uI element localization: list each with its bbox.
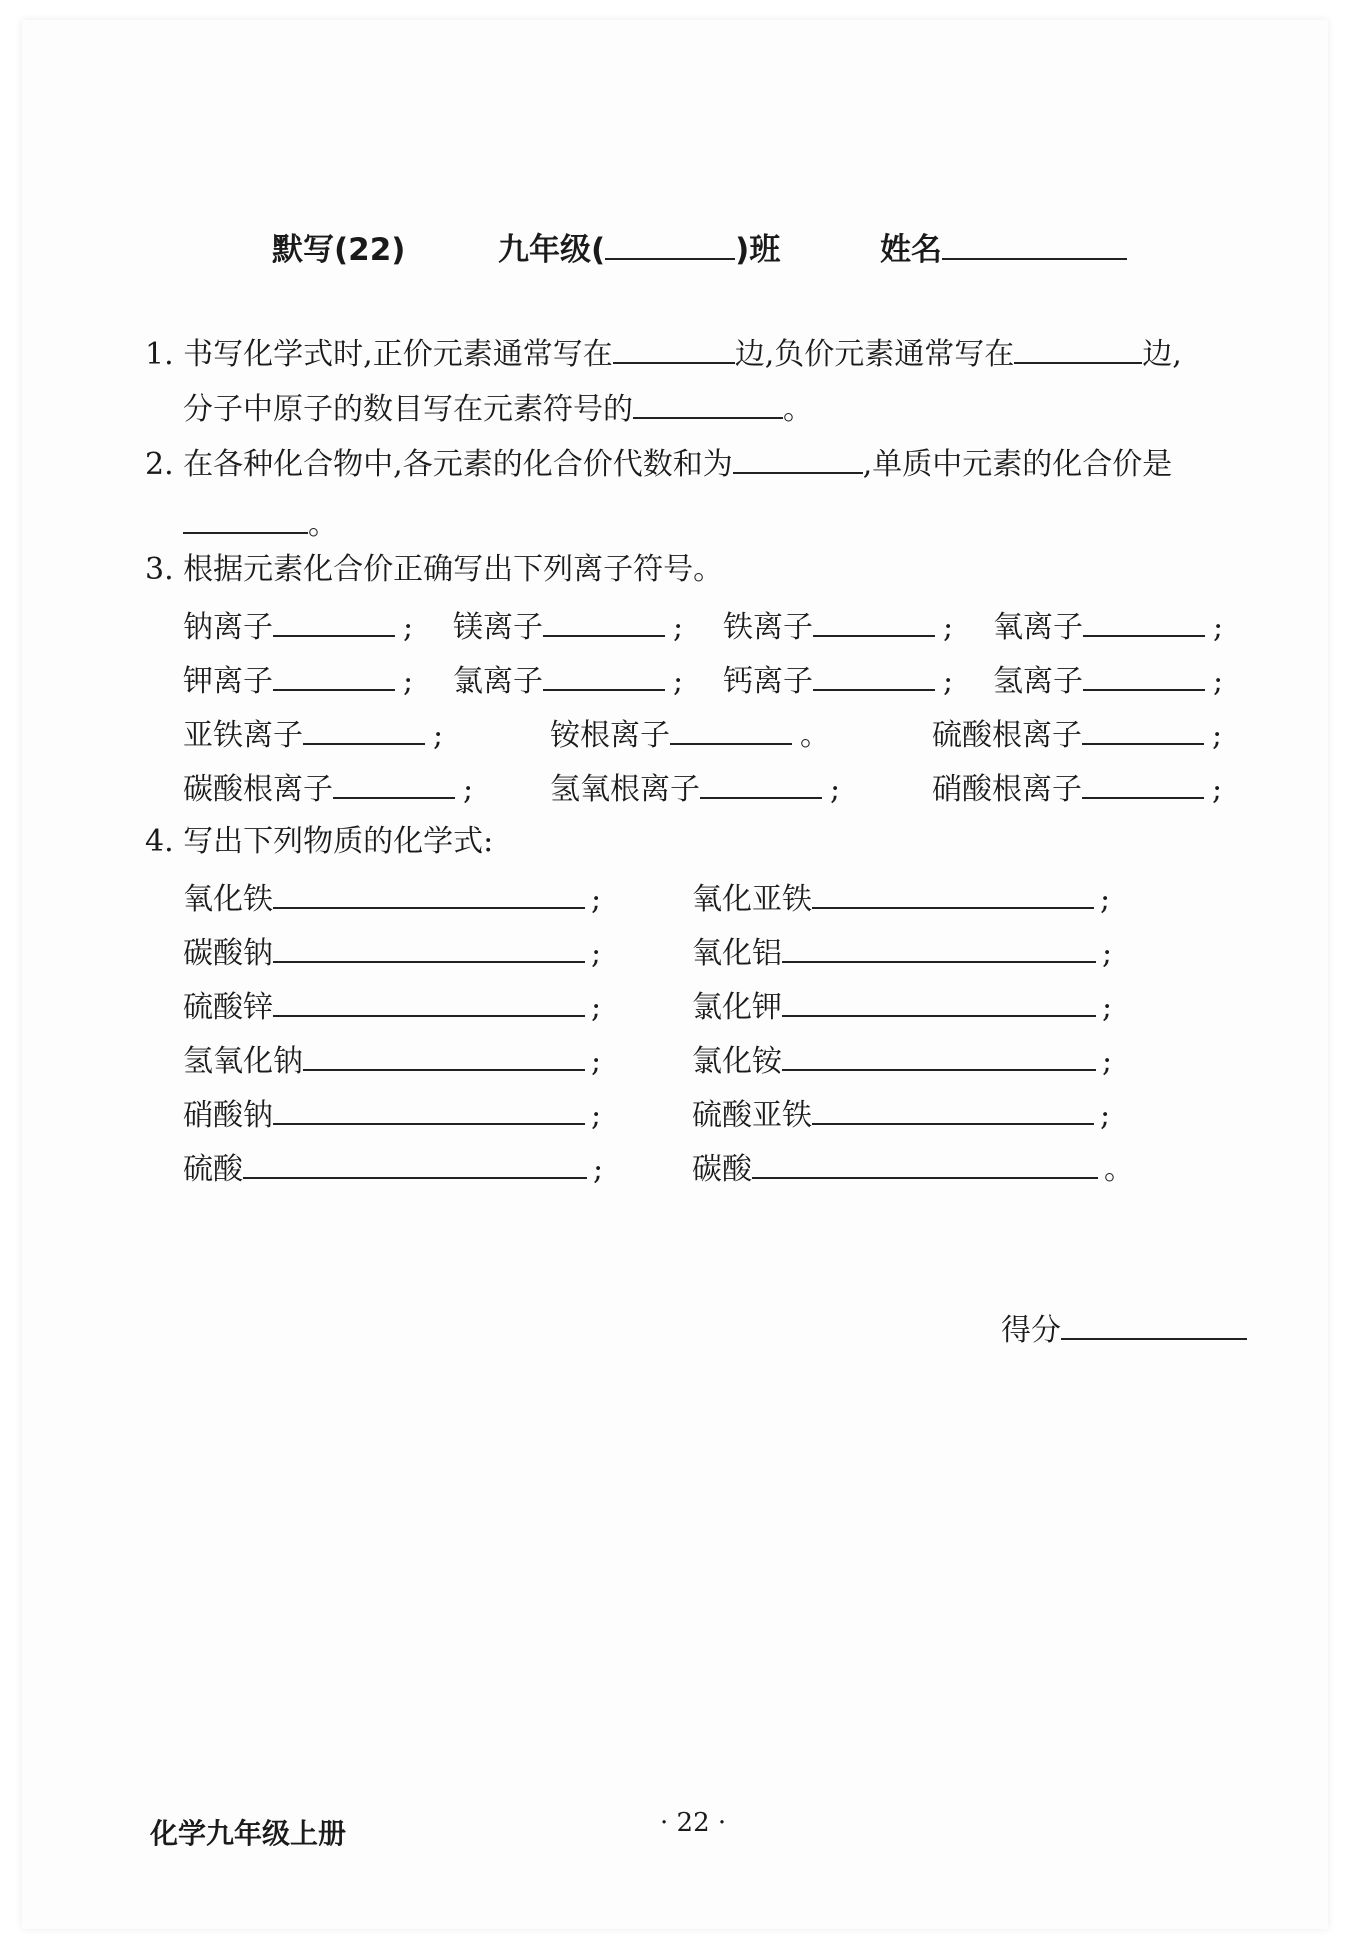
- compound-label: 碳酸钠: [183, 936, 273, 971]
- ion-blank[interactable]: [1083, 661, 1205, 691]
- q1-blank-2[interactable]: [1014, 334, 1142, 364]
- name-blank[interactable]: [942, 230, 1127, 260]
- compound-label: 氢氧化钠: [183, 1044, 303, 1079]
- ion-blank[interactable]: [1082, 715, 1204, 745]
- item-end: ;: [830, 772, 841, 807]
- item-end: 。: [800, 718, 830, 753]
- q3-item: [932, 715, 1222, 754]
- ion-blank[interactable]: [1083, 607, 1205, 637]
- item-end: ;: [1213, 664, 1224, 699]
- compound-label: 硫酸锌: [183, 990, 273, 1025]
- item-end: ;: [591, 1044, 602, 1079]
- q4-item: [692, 879, 1110, 918]
- ion-label: 氢离子: [993, 664, 1083, 699]
- q3-item: [550, 769, 840, 808]
- ion-blank[interactable]: [543, 661, 665, 691]
- worksheet-header: [272, 224, 405, 269]
- q4-item: [692, 987, 1112, 1026]
- ion-label: 硫酸根离子: [932, 718, 1082, 753]
- ion-blank[interactable]: [1082, 769, 1204, 799]
- page-number: · 22 ·: [660, 1808, 727, 1838]
- q1-line-1: [145, 334, 1182, 373]
- item-end: ;: [673, 664, 684, 699]
- q3-item: [183, 715, 443, 754]
- item-end: ;: [1102, 1044, 1113, 1079]
- ion-blank[interactable]: [333, 769, 455, 799]
- ion-blank[interactable]: [813, 661, 935, 691]
- q4-item: [692, 1095, 1110, 1134]
- q2-line-2: [183, 504, 338, 543]
- ion-label: 镁离子: [453, 610, 543, 645]
- compound-label: 硫酸: [183, 1152, 243, 1187]
- compound-label: 氧化铁: [183, 882, 273, 917]
- item-end: ;: [433, 718, 444, 753]
- score-label: 得分: [1001, 1313, 1061, 1348]
- q3-item: [723, 661, 953, 700]
- compound-label: 氯化铵: [692, 1044, 782, 1079]
- q2-blank-2[interactable]: [183, 504, 308, 534]
- q2-text-b: ,单质中元素的化合价是: [862, 447, 1173, 482]
- q1-blank-3[interactable]: [633, 389, 783, 419]
- item-end: ;: [403, 664, 414, 699]
- q1-blank-1[interactable]: [613, 334, 735, 364]
- item-end: ;: [1102, 936, 1113, 971]
- q3-item: [550, 715, 830, 754]
- item-end: ;: [1213, 610, 1224, 645]
- item-end: ;: [943, 664, 954, 699]
- item-end: ;: [1102, 990, 1113, 1025]
- worksheet-title: 默写(22): [272, 232, 406, 268]
- formula-blank[interactable]: [273, 933, 585, 963]
- formula-blank[interactable]: [752, 1149, 1098, 1179]
- compound-label: 氯化钾: [692, 990, 782, 1025]
- ion-blank[interactable]: [813, 607, 935, 637]
- grade-label: 九年级(: [498, 232, 606, 268]
- item-end: ;: [591, 1098, 602, 1133]
- ion-label: 氢氧根离子: [550, 772, 700, 807]
- ion-blank[interactable]: [700, 769, 822, 799]
- q1-text-b: 边,负价元素通常写在: [734, 337, 1015, 372]
- q3-item: [932, 769, 1222, 808]
- q1-line-2: [183, 389, 813, 428]
- q3-item: [723, 607, 953, 646]
- class-suffix: )班: [735, 232, 781, 268]
- class-field: [498, 224, 780, 269]
- score-blank[interactable]: [1061, 1310, 1247, 1340]
- q2-line-1: [145, 444, 1172, 483]
- q3-title: 3. 根据元素化合价正确写出下列离子符号。: [145, 552, 724, 587]
- compound-label: 硝酸钠: [183, 1098, 273, 1133]
- formula-blank[interactable]: [303, 1041, 585, 1071]
- q2-text-a: 2. 在各种化合物中,各元素的化合价代数和为: [145, 447, 733, 482]
- formula-blank[interactable]: [782, 987, 1096, 1017]
- q4-item: [183, 933, 601, 972]
- formula-blank[interactable]: [812, 1095, 1094, 1125]
- formula-blank[interactable]: [782, 1041, 1096, 1071]
- q1-text-d: 分子中原子的数目写在元素符号的: [183, 392, 633, 427]
- q4-item: [183, 987, 601, 1026]
- ion-blank[interactable]: [670, 715, 792, 745]
- item-end: ;: [943, 610, 954, 645]
- q4-title: 4. 写出下列物质的化学式:: [145, 824, 494, 859]
- item-end: ;: [591, 990, 602, 1025]
- ion-label: 碳酸根离子: [183, 772, 333, 807]
- ion-blank[interactable]: [273, 661, 395, 691]
- worksheet-page: [22, 20, 1328, 1929]
- ion-label: 亚铁离子: [183, 718, 303, 753]
- item-end: ;: [593, 1152, 604, 1187]
- formula-blank[interactable]: [273, 987, 585, 1017]
- ion-blank[interactable]: [543, 607, 665, 637]
- ion-blank[interactable]: [303, 715, 425, 745]
- q4-item: [183, 879, 601, 918]
- ion-label: 钠离子: [183, 610, 273, 645]
- ion-label: 铁离子: [723, 610, 813, 645]
- item-end: ;: [591, 936, 602, 971]
- item-end: ;: [1212, 772, 1223, 807]
- ion-label: 氧离子: [993, 610, 1083, 645]
- formula-blank[interactable]: [243, 1149, 587, 1179]
- q2-blank-1[interactable]: [733, 444, 863, 474]
- q1-text-a: 1. 书写化学式时,正价元素通常写在: [145, 337, 613, 372]
- item-end: 。: [1104, 1152, 1134, 1187]
- score-field: [1001, 1310, 1247, 1349]
- compound-label: 碳酸: [692, 1152, 752, 1187]
- item-end: ;: [403, 610, 414, 645]
- formula-blank[interactable]: [782, 933, 1096, 963]
- q4-item: [183, 1041, 601, 1080]
- q4-item: [183, 1095, 601, 1134]
- item-end: ;: [1100, 882, 1111, 917]
- compound-label: 氧化铝: [692, 936, 782, 971]
- compound-label: 氧化亚铁: [692, 882, 812, 917]
- ion-label: 铵根离子: [550, 718, 670, 753]
- q4-item: [692, 933, 1112, 972]
- name-field: [880, 224, 1127, 269]
- compound-label: 硫酸亚铁: [692, 1098, 812, 1133]
- formula-blank[interactable]: [812, 879, 1094, 909]
- ion-label: 钾离子: [183, 664, 273, 699]
- formula-blank[interactable]: [273, 1095, 585, 1125]
- item-end: ;: [1100, 1098, 1111, 1133]
- ion-label: 硝酸根离子: [932, 772, 1082, 807]
- ion-label: 钙离子: [723, 664, 813, 699]
- formula-blank[interactable]: [273, 879, 585, 909]
- item-end: ;: [463, 772, 474, 807]
- q3-item: [183, 769, 473, 808]
- ion-label: 氯离子: [453, 664, 543, 699]
- item-end: ;: [591, 882, 602, 917]
- q3-item: [183, 661, 413, 700]
- q3-item: [183, 607, 413, 646]
- q3-item: [453, 607, 683, 646]
- book-title: 化学九年级上册: [150, 1817, 347, 1850]
- q3-item: [453, 661, 683, 700]
- item-end: ;: [1212, 718, 1223, 753]
- q2-end: 。: [308, 507, 338, 542]
- q3-item: [993, 607, 1223, 646]
- q3-item: [993, 661, 1223, 700]
- q4-item: [692, 1041, 1112, 1080]
- class-blank[interactable]: [605, 230, 735, 260]
- name-label: 姓名: [880, 232, 942, 268]
- q4-item: [183, 1149, 603, 1188]
- q1-end: 。: [783, 392, 813, 427]
- q4-item: [692, 1149, 1134, 1188]
- ion-blank[interactable]: [273, 607, 395, 637]
- item-end: ;: [673, 610, 684, 645]
- q1-text-c: 边,: [1142, 337, 1182, 372]
